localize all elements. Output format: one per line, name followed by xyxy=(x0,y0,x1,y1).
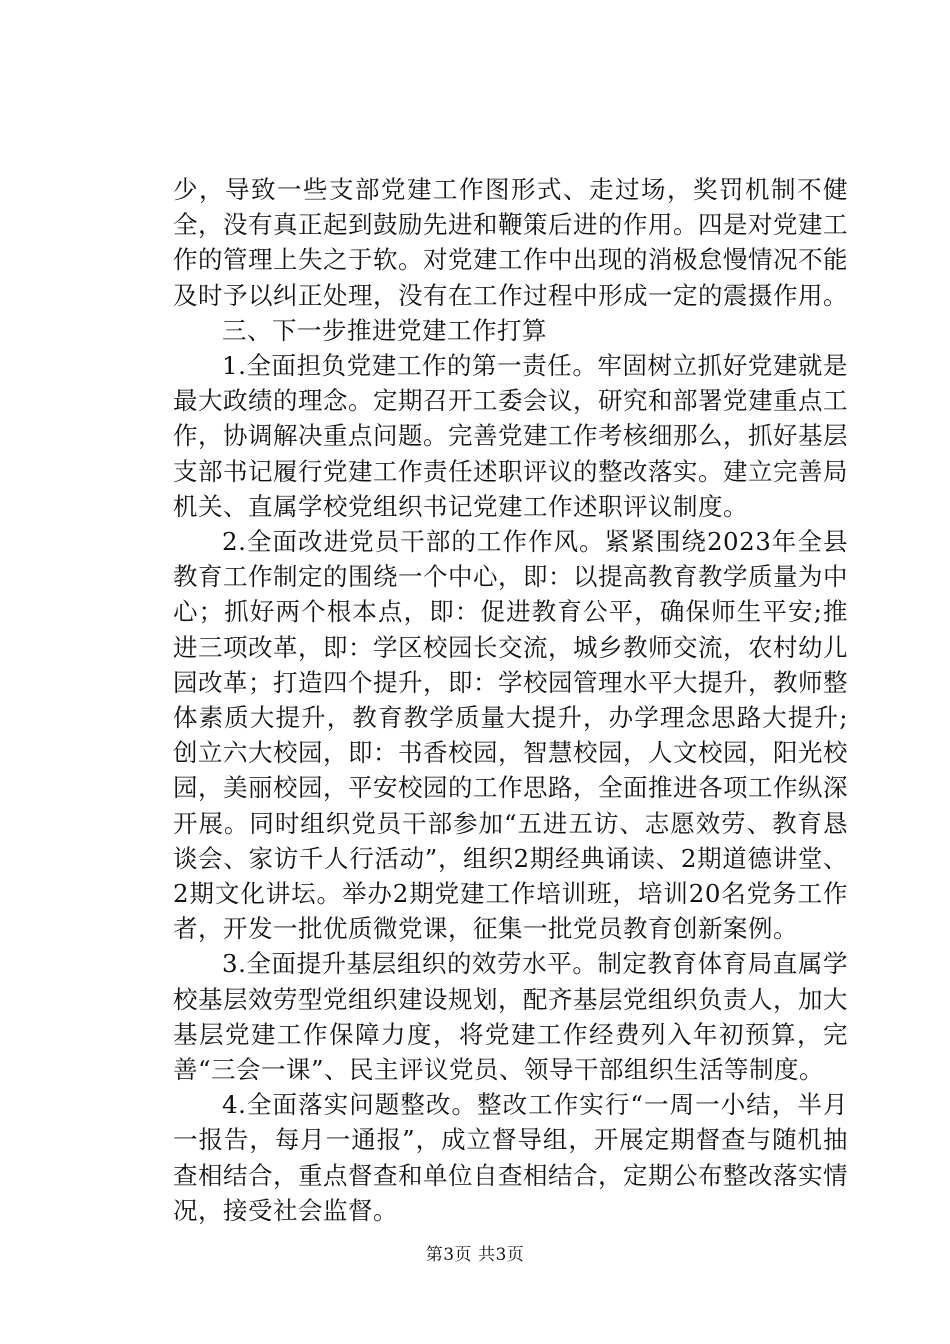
paragraph-item-2: 2.全面改进党员干部的工作作风。紧紧围绕2023年全县教育工作制定的围绕一个中心，即：以提高教育教学质量为中心；抓好两个根本点，即：促进教育公平，确保师生平安;推进三项改革，即：学区校园长交流，城乡教师交流，农村幼儿园改革；打造四个提升，即：学校园管理水平大提升，教师整体素质大提升，教育教学质量大提升，办学理念思路大提升;创立六大校园，即：书香校园，智慧校园，人文校园，阳光校园，美丽校园，平安校园的工作思路，全面推进各项工作纵深开展。同时组织党员干部参加“五进五访、志愿效劳、教育恳谈会、家访千人行活动”，组织2期经典诵读、2期道德讲堂、2期文化讲坛。举办2期党建工作培训班，培训20名党务工作者，开发一批优质微党课，征集一批党员教育创新案例。 xyxy=(173,527,848,944)
paragraph-item-4: 4.全面落实问题整改。整改工作实行“一周一小结，半月一报告，每月一通报”，成立督导组，开展定期督查与随机抽查相结合，重点督查和单位自查相结合，定期公布整改落实情况，接受社会监督。 xyxy=(173,1090,848,1225)
paragraph-item-3: 3.全面提升基层组织的效劳水平。制定教育体育局直属学校基层效劳型党组织建设规划，配齐基层党组织负责人，加大基层党建工作保障力度，将党建工作经费列入年初预算，完善“三会一课”、民主评议党员、领导干部组织生活等制度。 xyxy=(173,949,848,1085)
paragraph-continuation: 少，导致一些支部党建工作图形式、走过场，奖罚机制不健全，没有真正起到鼓励先进和鞭策后进的作用。四是对党建工作的管理上失之于软。对党建工作中出现的消极怠慢情况不能及时予以纠正处理，没有在工作过程中形成一定的震摄作用。 xyxy=(173,175,848,310)
document-body xyxy=(173,172,848,1228)
paragraph-item-1: 1.全面担负党建工作的第一责任。牢固树立抓好党建就是最大政绩的理念。定期召开工委会议，研究和部署党建重点工作，协调解决重点问题。完善党建工作考核细那么，抓好基层支部书记履行党建工作责任述职评议的整改落实。建立完善局机关、直属学校党组织书记党建工作述职评议制度。 xyxy=(173,351,848,521)
page-footer: 第3页 共3页 xyxy=(425,1245,525,1265)
section-heading: 三、下一步推进党建工作打算 xyxy=(222,315,547,345)
